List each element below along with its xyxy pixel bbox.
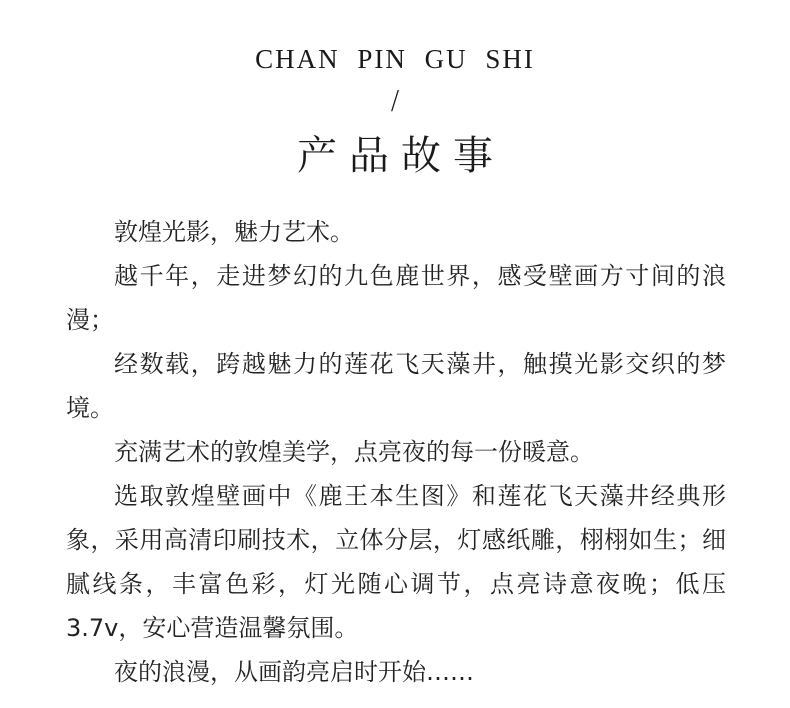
- heading-divider: /: [390, 86, 400, 116]
- story-paragraph: 选取敦煌壁画中《鹿王本生图》和莲花飞天藻井经典形象，采用高清印刷技术，立体分层，灯感纸雕，栩栩如生；细腻线条，丰富色彩，灯光随心调节，点亮诗意夜晚；低压3.7v，安心营造温馨氛围。: [66, 482, 726, 642]
- story-body: [66, 210, 726, 694]
- story-paragraph: 经数载，跨越魅力的莲花飞天藻井，触摸光影交织的梦境。: [66, 350, 726, 422]
- section-pinyin-heading: CHAN PIN GU SHI: [255, 44, 535, 74]
- story-paragraph: 夜的浪漫，从画韵亮启时开始……: [114, 658, 474, 686]
- section-title: 产品故事: [297, 133, 505, 179]
- story-paragraph: 敦煌光影，魅力艺术。: [114, 218, 354, 246]
- story-paragraph: 越千年，走进梦幻的九色鹿世界，感受壁画方寸间的浪漫；: [66, 262, 726, 334]
- story-paragraph: 充满艺术的敦煌美学，点亮夜的每一份暖意。: [114, 438, 594, 466]
